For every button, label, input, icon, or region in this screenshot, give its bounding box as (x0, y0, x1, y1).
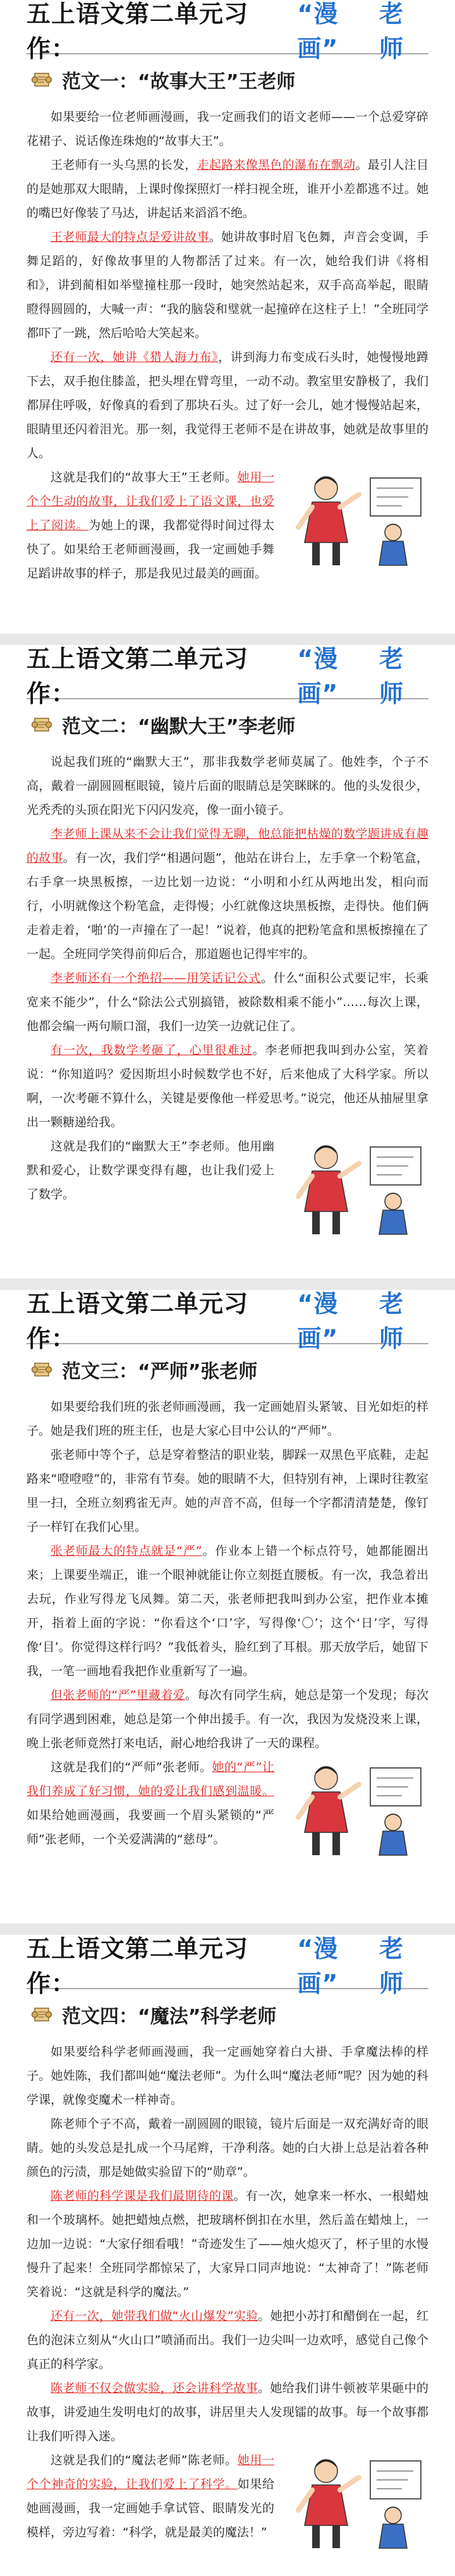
teacher-cartoon-illustration (282, 2450, 428, 2556)
essay-body (27, 1395, 428, 1863)
essay-subtitle (32, 2001, 428, 2028)
paragraph: 李老师上课从来不会让我们觉得无聊，他总能把枯燥的数学题讲成有趣的故事。有一次，我们学“相遇问题”，他站在讲台上，左手拿一个粉笔盒，右手拿一块黑板擦，一边比划一边说：“小明和小红从两地出发，相向而行，小明就像这个粉笔盒，走得慢；小红就像这块黑板擦，走得快。他们俩走着走着，‘啪’的一声撞在了一起！”说着，他真的把粉笔盒和黑板擦撞在了一起。全班同学笑得前仰后合，那道题也记得牢牢的。 (27, 827, 428, 961)
paragraph: 陈老师个子不高，戴着一副圆圆的眼镜，镜片后面是一双充满好奇的眼睛。她的头发总是扎成一个马尾辫，干净利落。她的白大褂上总是沾着各种颜色的污渍，那是她做实验留下的“勋章”。 (27, 2117, 428, 2179)
title-end: 老师 (379, 0, 404, 63)
essay-body (27, 750, 428, 1242)
title-main: 五上语文第二单元习作： (27, 1935, 249, 1997)
title-end: 老师 (379, 1290, 404, 1352)
essay-body (27, 105, 428, 586)
scroll-icon (32, 715, 53, 734)
section-title (27, 645, 428, 708)
paragraph: 如果要给我们班的张老师画漫画，我一定画她眉头紧皱、目光如炬的样子。她是我们班的班主任，也是大家心目中公认的“严师”。 (27, 1400, 428, 1438)
paragraph: 陈老师的科学课是我们最期待的课。有一次，她拿来一杯水、一根蜡烛和一个玻璃杯。她把蜡烛点燃，把玻璃杯倒扣在水里，然后盖在蜡烛上，一边加一边说：“大家仔细看哦！”奇迹发生了——烛火熄灭了，杯子里的水慢慢升了起来！全班同学都惊呆了，大家异口同声地说：“太神奇了！”陈老师笑着说：“这就是科学的魔法。” (27, 2189, 428, 2299)
section-title (27, 0, 428, 63)
final-paragraph: 这就是我们的“严师”张老师。她的“严”让我们养成了好习惯，她的爱让我们感到温暖。如果给她画漫画，我要画一个眉头紧锁的“严师”张老师，一个关爱满满的“慈母”。 (27, 1755, 428, 1863)
paragraph: 还有一次，她带我们做“火山爆发”实验。她把小苏打和醋倒在一起，红色的泡沫立刻从“火山口”喷涌而出。我们一边尖叫一边欢呼，感觉自己像个真正的科学家。 (27, 2309, 428, 2371)
essay-subtitle (32, 66, 428, 94)
subtitle-text: 范文一：“故事大王”王老师 (62, 71, 296, 93)
title-quote: “漫画” (297, 645, 339, 708)
paragraph: 但张老师的“严”里藏着爱。每次有同学生病，她总是第一个发现；每次有同学遇到困难，她总是第一个伸出援手。有一次，我因为发烧没来上课，晚上张老师竟然打来电话，耐心地给我讲了一天的课程。 (27, 1688, 428, 1750)
essay-section-2 (0, 645, 455, 1277)
title-quote: “漫画” (297, 0, 339, 63)
teacher-cartoon-illustration (282, 467, 428, 573)
subtitle-text: 范文四：“魔法”科学老师 (62, 2006, 277, 2028)
title-quote: “漫画” (297, 1935, 339, 1997)
subtitle-text: 范文三：“严师”张老师 (62, 1361, 258, 1383)
subtitle-text: 范文二：“幽默大王”李老师 (62, 716, 296, 738)
section-title (27, 1935, 428, 1997)
essay-section-3 (0, 1290, 455, 1922)
title-main: 五上语文第二单元习作： (27, 1290, 249, 1352)
paragraph: 王老师最大的特点是爱讲故事。她讲故事时眉飞色舞，声音会变调，手舞足蹈的，好像故事里的人物都活了过来。有一次，她给我们讲《将相和》，讲到蔺相如举璧撞柱那一段时，她突然站起来，双手高高举起，眼睛瞪得圆圆的，大喊一声：“我的脑袋和璧就一起撞碎在这柱子上！”全班同学都吓了一跳，然后哈哈大笑起来。 (27, 230, 428, 340)
paragraph: 张老师中等个子，总是穿着整洁的职业装，脚踩一双黑色平底鞋，走起路来“噔噔噔”的，非常有节奏。她的眼睛不大，但特别有神，上课时往教室里一扫，全班立刻鸦雀无声。她的声音不高，但每一个字都清清楚楚，像钉子一样钉在我们心里。 (27, 1448, 428, 1534)
paragraph: 陈老师不仅会做实验，还会讲科学故事。她给我们讲牛顿被苹果砸中的故事，讲爱迪生发明电灯的故事，讲居里夫人发现镭的故事。每一个故事都让我们听得入迷。 (27, 2381, 428, 2443)
paragraph: 还有一次，她讲《猎人海力布》，讲到海力布变成石头时，她慢慢地蹲下去，双手抱住膝盖，把头埋在臂弯里，一动不动。教室里安静极了，我们都屏住呼吸，好像真的看到了那块石头。过了好一会儿，她才慢慢站起来，眼睛里还闪着泪光。那一刻，我觉得王老师不是在讲故事，她就是故事里的人。 (27, 350, 428, 460)
final-paragraph: 这就是我们的“幽默大王”李老师。他用幽默和爱心，让数学课变得有趣，也让我们爱上了数学。 (27, 1134, 428, 1242)
scroll-icon (32, 70, 53, 89)
teacher-cartoon-illustration (282, 1136, 428, 1242)
essay-body (27, 2040, 428, 2556)
section-title (27, 1290, 428, 1352)
essay-section-4 (0, 1935, 455, 2576)
title-end: 老师 (379, 645, 404, 708)
teacher-cartoon-illustration (282, 1757, 428, 1863)
paragraph: 如果要给一位老师画漫画，我一定画我们的语文老师——一个总爱穿碎花裙子、说话像连珠炮的“故事大王”。 (27, 110, 428, 148)
title-main: 五上语文第二单元习作： (27, 0, 249, 63)
title-main: 五上语文第二单元习作： (27, 645, 249, 708)
paragraph: 王老师有一头乌黑的长发，走起路来像黑色的瀑布在飘动。最引人注目的是她那双大眼睛，上课时像探照灯一样扫视全班，谁开小差都逃不过。她的嘴巴好像装了马达，讲起话来滔滔不绝。 (27, 158, 428, 220)
essay-subtitle (32, 1356, 428, 1383)
scroll-icon (32, 1360, 53, 1379)
final-paragraph: 这就是我们的“魔法老师”陈老师。她用一个个神奇的实验，让我们爱上了科学。如果给她画漫画，我一定画她手拿试管、眼睛发光的模样，旁边写着：“科学，就是最美的魔法！” (27, 2448, 428, 2556)
title-quote: “漫画” (297, 1290, 339, 1352)
essay-section-1 (0, 0, 455, 632)
title-end: 老师 (379, 1935, 404, 1997)
paragraph: 说起我们班的“幽默大王”，那非我数学老师莫属了。他姓李，个子不高，戴着一副圆圆框眼镜，镜片后面的眼睛总是笑眯眯的。他的头发很少，光秃秃的头顶在阳光下闪闪发亮，像一面小镜子。 (27, 755, 428, 817)
final-paragraph: 这就是我们的“故事大王”王老师。她用一个个生动的故事，让我们爱上了语文课，也爱上了阅读。为她上的课，我都觉得时间过得太快了。如果给王老师画漫画，我一定画她手舞足蹈讲故事的样子，那是我见过最美的画面。 (27, 465, 428, 586)
paragraph: 李老师还有一个绝招——用笑话记公式。什么“面积公式要记牢，长乘宽来不能少”，什么“除法公式别搞错，被除数相乘不能小”……每次上课，他都会编一两句顺口溜，我们一边笑一边就记住了。 (27, 971, 428, 1033)
paragraph: 张老师最大的特点就是“严”。作业本上错一个标点符号，她都能圈出来；上课要坐端正，谁一个眼神就能让你立刻挺直腰板。有一次，我急着出去玩，作业写得龙飞凤舞。第二天，张老师把我叫到办公室，把作业本摊开，指着上面的字说：“你看这个‘口’字，写得像‘〇’；这个‘日’字，写得像‘目’。你觉得这样行吗？”我低着头，脸红到了耳根。那天放学后，她留下我，一笔一画地看我把作业重新写了一遍。 (27, 1544, 428, 1678)
scroll-icon (32, 2005, 53, 2024)
paragraph: 有一次，我数学考砸了，心里很难过。李老师把我叫到办公室，笑着说：“你知道吗？爱因斯坦小时候数学也不好，后来他成了大科学家。所以啊，一次考砸不算什么，关键是要像他一样爱思考。”说完，他还从抽屉里拿出一颗糖递给我。 (27, 1043, 428, 1129)
essay-subtitle (32, 711, 428, 739)
paragraph: 如果要给科学老师画漫画，我一定画她穿着白大褂、手拿魔法棒的样子。她姓陈，我们都叫她“魔法老师”。为什么叫“魔法老师”呢？因为她的科学课，就像变魔术一样神奇。 (27, 2045, 428, 2107)
